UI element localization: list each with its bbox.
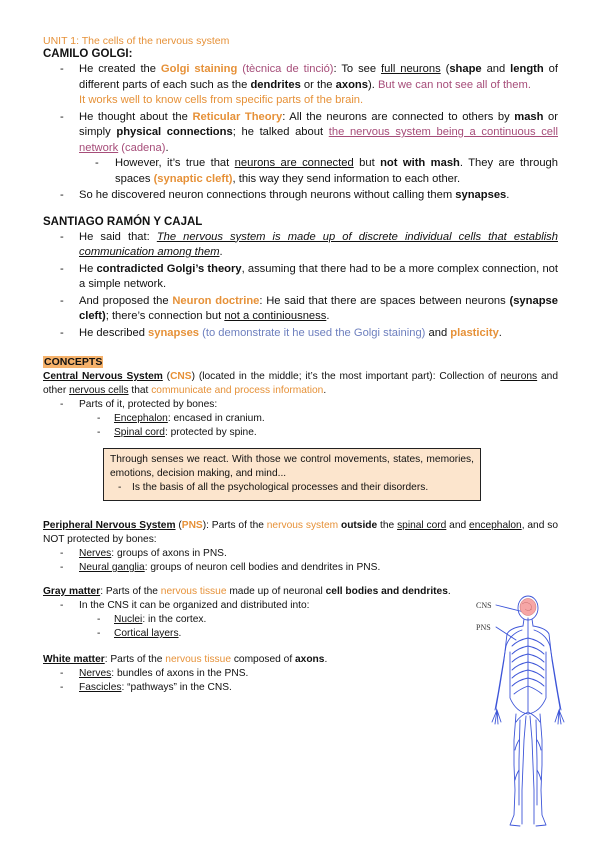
golgi-sub-list	[79, 156, 558, 187]
cajal-bullet-quote: - He said that: The nervous system is made up of discrete individual cells that establish communication among them.	[43, 230, 558, 261]
pns-list	[43, 547, 463, 575]
senses-note-box	[103, 448, 481, 501]
cajal-bullet-doctrine: - And proposed the Neuron doctrine: He said that there are spaces between neurons (synapse cleft); there’s connection but not a continiousness.	[43, 294, 558, 325]
white-definition: White matter: Parts of the nervous tissue composed of axons.	[43, 654, 328, 665]
white-nerves: - Nerves: bundles of axons in the PNS.	[43, 667, 463, 681]
cns-sub-list	[43, 412, 558, 440]
cns-spinal-cord: - Spinal cord: protected by spine.	[43, 426, 558, 440]
golgi-sub-bullet: - However, it’s true that neurons are connected but not with mash. They are through spaces (synaptic cleft), this way they send information to each other.	[79, 156, 558, 187]
pns-ganglia: - Neural ganglia: groups of neuron cell bodies and dendrites in PNS.	[43, 561, 463, 575]
cajal-list	[43, 230, 558, 342]
unit-title: UNIT 1: The cells of the nervous system	[43, 35, 230, 47]
gray-organized: - In the CNS it can be organized and distributed into:	[43, 599, 463, 613]
cns-parts: - Parts of it, protected by bones:	[43, 398, 558, 412]
pns-section	[43, 519, 558, 575]
gray-section	[43, 585, 463, 641]
cns-section	[43, 370, 558, 501]
cns-definition: Central Nervous System (CNS) (located in the middle; it’s the most important part): Collection of neurons and other nervous cells that communicate and process information.	[43, 371, 558, 396]
golgi-heading: CAMILO GOLGI:	[43, 48, 133, 60]
white-list	[43, 667, 463, 695]
senses-note-text: Through senses we react. With those we control movements, states, memories, emotions, decision making, and mind...	[110, 454, 474, 479]
concepts-tag: CONCEPTS	[44, 356, 103, 368]
senses-note-list	[110, 481, 474, 495]
senses-note-sub: - Is the basis of all the psychological processes and their disorders.	[110, 481, 474, 495]
pns-definition: Peripheral Nervous System (PNS): Parts of the nervous system outside the spinal cord and encephalon, and so NOT protected by bones:	[43, 520, 558, 545]
golgi-bullet-synapses: - So he discovered neuron connections through neurons without calling them synapses.	[43, 188, 558, 204]
cajal-bullet-contradicted: - He contradicted Golgi’s theory, assuming that there had to be a more complex connection, not a simple network.	[43, 262, 558, 293]
figure-label-pns: PNS	[476, 623, 491, 632]
pns-nerves: - Nerves: groups of axons in PNS.	[43, 547, 463, 561]
cns-list	[43, 398, 558, 412]
golgi-bullet-reticular: - He thought about the Reticular Theory: All the neurons are connected to others by mash or simply physical connections; he talked about the nervous system being a continuous cell network (cadena). - However, it’s true that neurons are connected but not with mash. They are through spaces (synaptic cleft), this way they send information to each other.	[43, 110, 558, 188]
white-fascicles: - Fascicles: “pathways” in the CNS.	[43, 681, 463, 695]
gray-definition: Gray matter: Parts of the nervous tissue made up of neuronal cell bodies and dendrites.	[43, 586, 451, 597]
figure-label-cns: CNS	[476, 601, 492, 610]
gray-cortical: - Cortical layers.	[43, 627, 463, 641]
golgi-bullet-staining: - He created the Golgi staining (tècnica de tinció): To see full neurons (shape and length of different parts of each such as the dendrites or the axons). But we can not see all of them. It works well to know cells from specific parts of the brain.	[43, 62, 558, 109]
golgi-list	[43, 62, 558, 204]
nervous-system-figure	[470, 590, 570, 840]
cajal-heading: SANTIAGO RAMÓN Y CAJAL	[43, 215, 203, 228]
gray-list	[43, 599, 463, 613]
cns-encephalon: - Encephalon: encased in cranium.	[43, 412, 558, 426]
golgi-staining-note: It works well to know cells from specific parts of the brain.	[79, 94, 364, 106]
gray-sub-list	[43, 613, 463, 641]
gray-nuclei: - Nuclei: in the cortex.	[43, 613, 463, 627]
white-section	[43, 653, 463, 695]
cajal-bullet-synapses: - He described synapses (to demonstrate it he used the Golgi staining) and plasticity.	[43, 326, 558, 342]
